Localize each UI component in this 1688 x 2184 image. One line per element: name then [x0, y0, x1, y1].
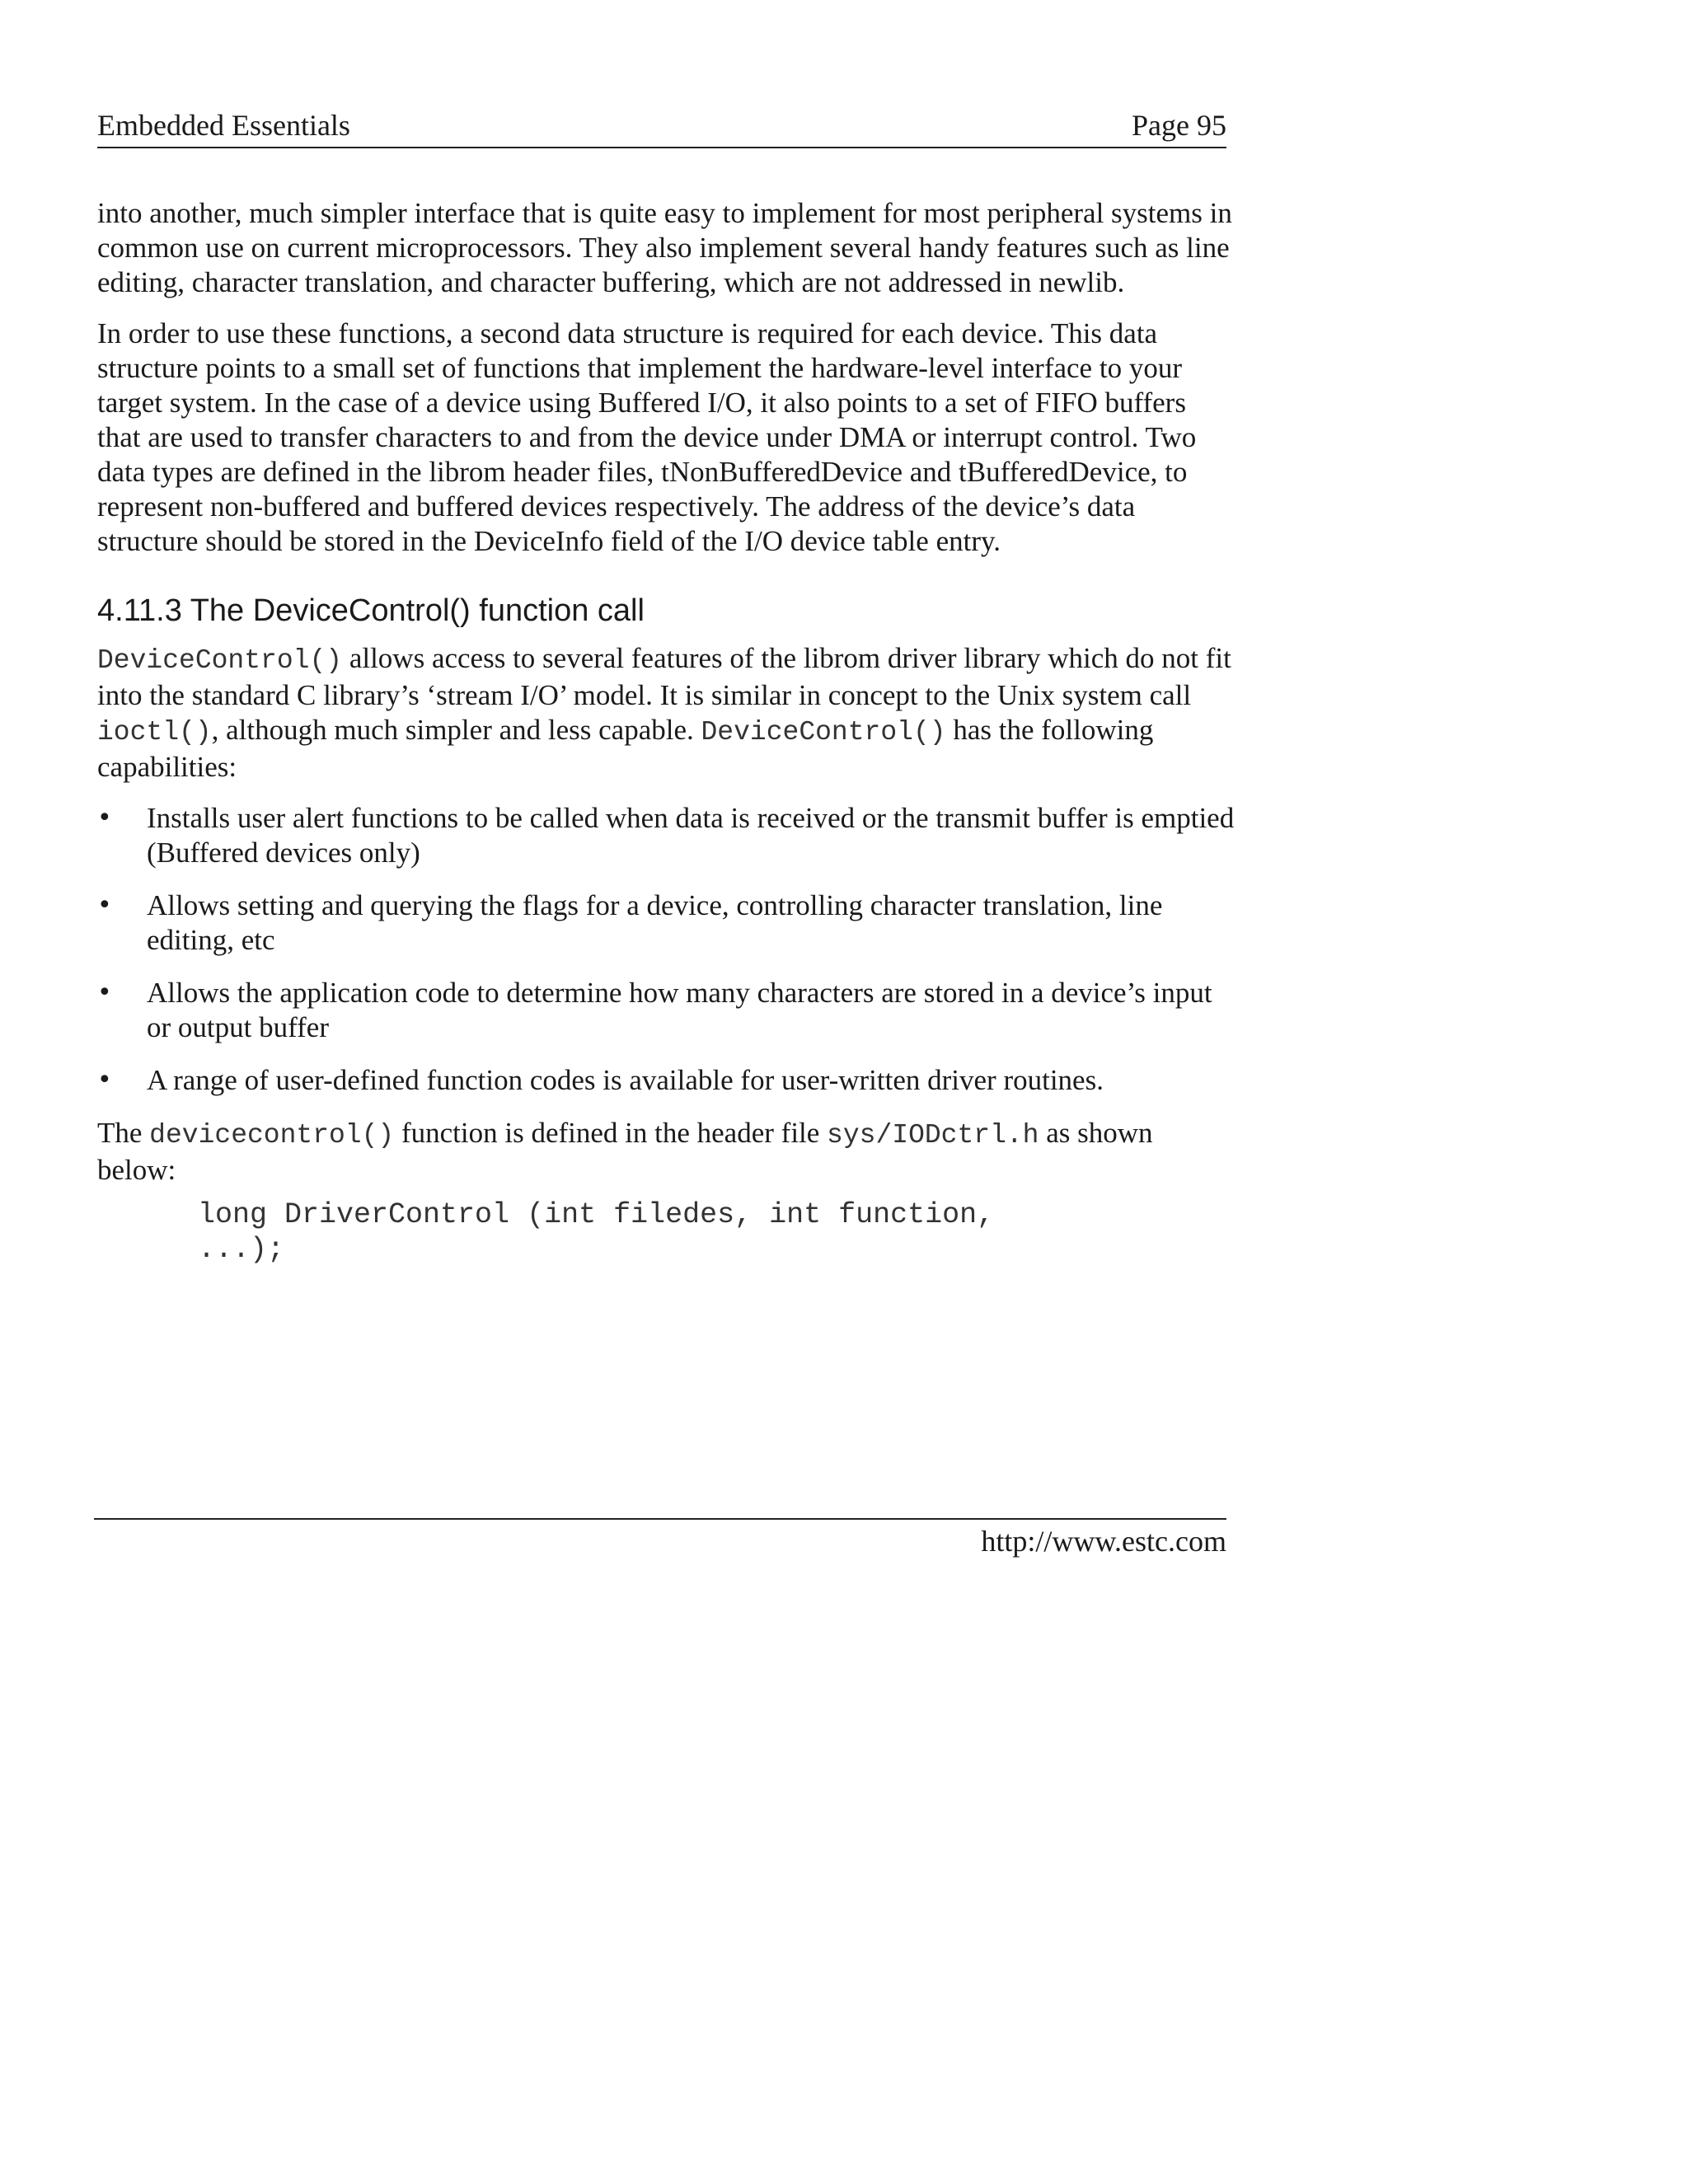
code-block: long DriverControl (int filedes, int function, ...);: [198, 1198, 995, 1266]
inline-code: DeviceControl(): [701, 717, 946, 748]
text-run: allows access to several features of the librom driver library which do not fit into the standard C library’s ‘stream I/O’ model. It is similar in concept to the Unix system call: [97, 642, 1231, 711]
list-item-text: Allows the application code to determine how many characters are stored in a device’s input or output buffer: [147, 977, 1212, 1043]
inline-code: devicecontrol(): [149, 1120, 395, 1151]
running-title: Embedded Essentials: [97, 109, 350, 142]
section-intro-paragraph: [97, 641, 1235, 785]
list-item: [97, 801, 1235, 870]
page-header: [97, 104, 1226, 148]
page-body: [97, 196, 1235, 1267]
inline-code: sys/IODctrl.h: [827, 1120, 1039, 1151]
text-run: as shown below:: [97, 1117, 1153, 1186]
paragraph: into another, much simpler interface that is quite easy to implement for most peripheral systems in common use on current microprocessors. They also implement several handy features such as line editing, character translation, and character buffering, which are not addressed in newlib.: [97, 197, 1232, 298]
text-run: , although much simpler and less capable.: [211, 714, 701, 746]
closing-paragraph: [97, 1116, 1235, 1188]
text-run: The: [97, 1117, 150, 1149]
section-heading: 4.11.3 The DeviceControl() function call: [97, 593, 645, 628]
footer-url: http://www.estc.com: [981, 1525, 1226, 1558]
list-item-text: Installs user alert functions to be called when data is received or the transmit buffer is emptied (Buffered devices only): [147, 802, 1235, 869]
bullet-icon: •: [97, 1066, 112, 1094]
text-run: has the following capabilities:: [97, 714, 1154, 783]
inline-code: ioctl(): [97, 717, 212, 748]
bullet-icon: •: [97, 804, 112, 832]
bullet-icon: •: [97, 978, 112, 1007]
list-item: [97, 976, 1235, 1045]
list-item-text: Allows setting and querying the flags for a device, controlling character translation, line editing, etc: [147, 889, 1163, 956]
paragraph: In order to use these functions, a second data structure is required for each device. This data structure points to a small set of functions that implement the hardware-level interface to your target system. In the case of a device using Buffered I/O, it also points to a set of FIFO buffers that are used to transfer characters to and from the device under DMA or interrupt control. Two data types are defined in the librom header files, tNonBufferedDevice and tBufferedDevice, to represent non-buffered and buffered devices respectively. The address of the device’s data structure should be stored in the DeviceInfo field of the I/O device table entry.: [97, 317, 1197, 557]
list-item: [97, 888, 1235, 958]
page-footer: [94, 1518, 1226, 1558]
text-run: function is defined in the header file: [394, 1117, 828, 1149]
list-item-text: A range of user-defined function codes is available for user-written driver routines.: [147, 1064, 1104, 1096]
bullet-icon: •: [97, 891, 112, 920]
inline-code: DeviceControl(): [97, 645, 343, 676]
list-item: [97, 1063, 1235, 1098]
page-number: Page 95: [1132, 109, 1226, 142]
capabilities-list: [97, 801, 1235, 1098]
